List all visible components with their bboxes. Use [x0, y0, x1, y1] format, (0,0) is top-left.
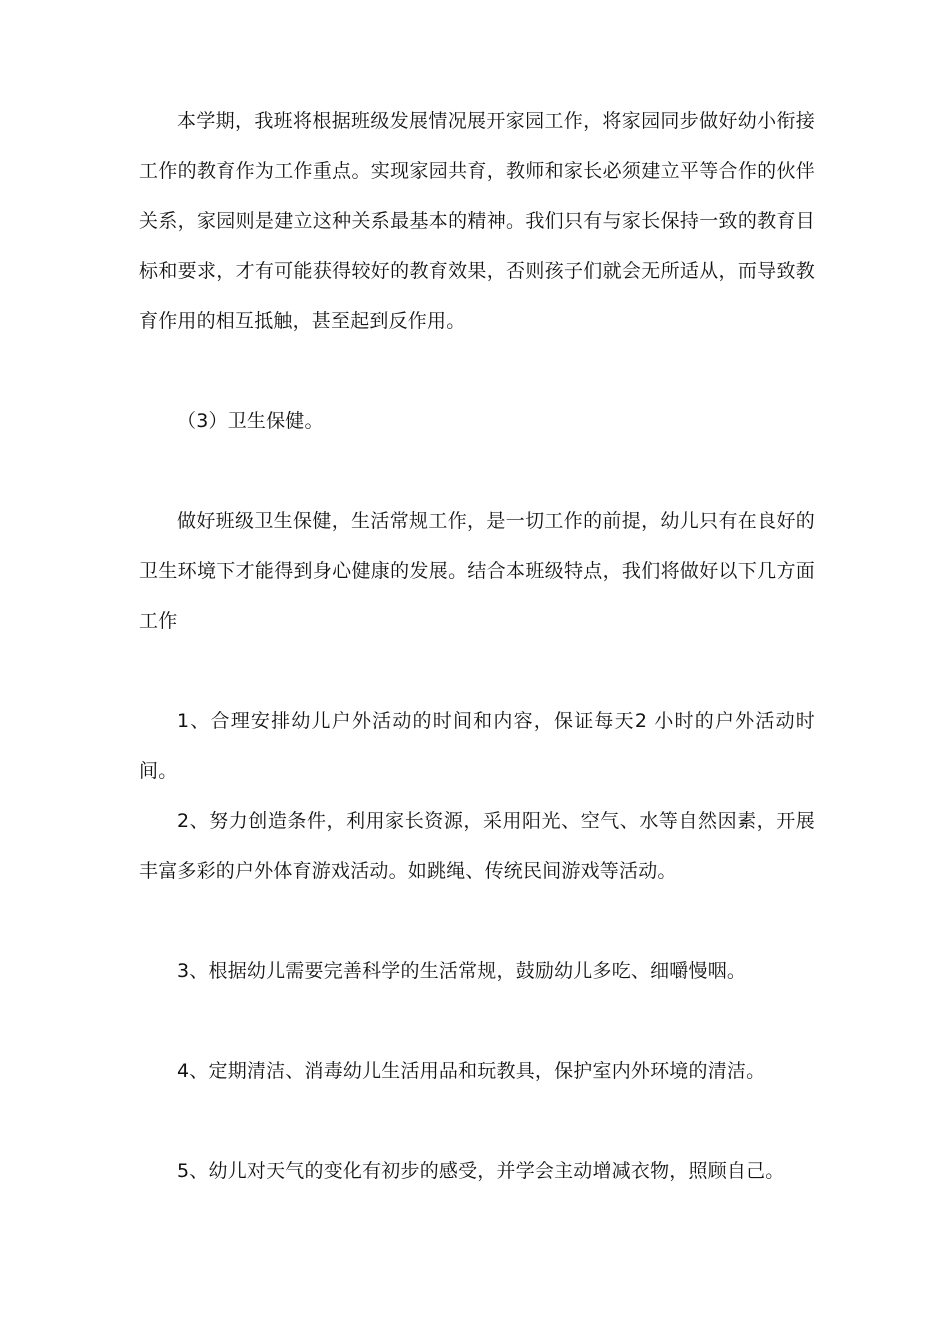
list-item-3: 3、根据幼儿需要完善科学的生活常规，鼓励幼儿多吃、细嚼慢咽。: [177, 960, 747, 982]
list-item-2: 2、努力创造条件，利用家长资源，采用阳光、空气、水等自然因素，开展丰富多彩的户外体育游戏活动。如跳绳、传统民间游戏等活动。: [139, 810, 815, 882]
paragraph-hygiene-intro: 做好班级卫生保健，生活常规工作，是一切工作的前提，幼儿只有在良好的卫生环境下才能得到身心健康的发展。结合本班级特点，我们将做好以下几方面工作: [139, 510, 815, 632]
section-heading-hygiene-care: （3）卫生保健。: [177, 410, 324, 432]
list-item-4: 4、定期清洁、消毒幼儿生活用品和玩教具，保护室内外环境的清洁。: [177, 1060, 766, 1082]
list-item-5: 5、幼儿对天气的变化有初步的感受，并学会主动增减衣物，照顾自己。: [177, 1160, 785, 1182]
paragraph-home-school-cooperation: 本学期，我班将根据班级发展情况展开家园工作，将家园同步做好幼小衔接工作的教育作为工作重点。实现家园共育，教师和家长必须建立平等合作的伙伴关系，家园则是建立这种关系最基本的精神。我们只有与家长保持一致的教育目标和要求，才有可能获得较好的教育效果，否则孩子们就会无所适从，而导致教育作用的相互抵触，甚至起到反作用。: [139, 110, 815, 332]
list-item-1: 1、合理安排幼儿户外活动的时间和内容，保证每天2 小时的户外活动时间。: [139, 710, 815, 782]
